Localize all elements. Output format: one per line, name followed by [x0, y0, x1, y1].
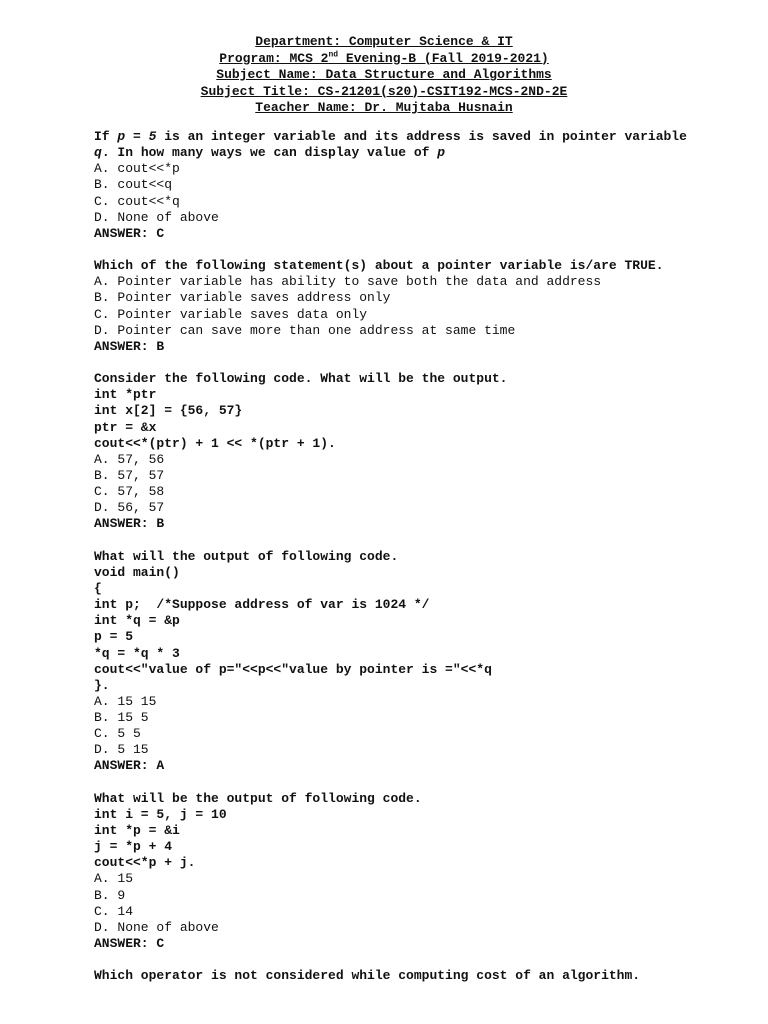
option-b: B. Pointer variable saves address only: [94, 290, 391, 306]
subject-name-line: Subject Name: Data Structure and Algorithms: [216, 67, 552, 82]
option-a: A. cout<<*p: [94, 161, 180, 177]
question-variable: q: [94, 145, 102, 161]
answer-line: ANSWER: B: [94, 516, 165, 532]
code-line: void main(): [94, 564, 180, 580]
question-4: [94, 549, 754, 775]
question-text: Consider the following code. What will be the output.: [94, 371, 508, 387]
question-text: [94, 145, 754, 161]
answer-line: ANSWER: C: [94, 936, 165, 952]
option-d: D. 56, 57: [94, 500, 165, 516]
spacer: [94, 952, 754, 968]
option-b: B. 15 5: [94, 710, 149, 726]
option-d: D. 5 15: [94, 742, 149, 758]
question-1: [94, 129, 754, 242]
option-d: D. Pointer can save more than one address at same time: [94, 322, 516, 338]
option-d: D. None of above: [94, 209, 219, 225]
option-c: C. 14: [94, 903, 134, 919]
question-variable: p = 5: [117, 129, 157, 144]
option-d: D. None of above: [94, 919, 219, 935]
option-c: C. Pointer variable saves data only: [94, 306, 368, 322]
code-line: int i = 5, j = 10: [94, 806, 227, 822]
code-line: cout<<*(ptr) + 1 << *(ptr + 1).: [94, 435, 336, 451]
question-3: [94, 371, 754, 532]
question-2: [94, 258, 754, 355]
option-c: C. 5 5: [94, 726, 141, 742]
code-line: {: [94, 580, 102, 596]
department-line: Department: Computer Science & IT: [255, 34, 513, 49]
program-suffix: Evening-B (Fall 2019-2021): [338, 50, 549, 66]
option-b: B. 57, 57: [94, 467, 165, 483]
spacer: [94, 533, 754, 549]
document-header: [0, 34, 768, 117]
question-text: Which of the following statement(s) about a pointer variable is/are TRUE.: [94, 258, 664, 274]
question-6: [94, 968, 754, 984]
code-line: int *p = &i: [94, 823, 180, 839]
question-5: [94, 791, 754, 952]
option-c: C. 57, 58: [94, 484, 165, 500]
answer-line: ANSWER: B: [94, 338, 165, 354]
subject-title-line: Subject Title: CS-21201(s20)-CSIT192-MCS-2ND-2E: [200, 83, 568, 99]
code-line: int x[2] = {56, 57}: [94, 403, 243, 419]
option-a: A. 57, 56: [94, 451, 165, 467]
answer-line: ANSWER: C: [94, 225, 165, 241]
code-line: }.: [94, 677, 110, 693]
code-line: cout<<*p + j.: [94, 855, 196, 871]
code-line: *q = *q * 3: [94, 645, 180, 661]
question-text: What will the output of following code.: [94, 548, 399, 564]
question-text: What will be the output of following code.: [94, 790, 422, 806]
question-text-part: is an integer variable and its address is saved in pointer variable: [156, 129, 687, 144]
option-b: B. 9: [94, 887, 126, 903]
questions-body: [94, 129, 754, 984]
code-line: j = *p + 4: [94, 839, 173, 855]
code-line: int p; /*Suppose address of var is 1024 */: [94, 597, 430, 613]
spacer: [94, 775, 754, 791]
program-superscript: nd: [328, 50, 339, 60]
question-text-part: If: [94, 129, 118, 144]
option-a: A. Pointer variable has ability to save both the data and address: [94, 274, 602, 290]
spacer: [94, 355, 754, 371]
teacher-name-line: Teacher Name: Dr. Mujtaba Husnain: [255, 100, 513, 115]
question-variable: p: [437, 145, 446, 161]
code-line: ptr = &x: [94, 419, 157, 435]
option-b: B. cout<<q: [94, 177, 173, 193]
question-text: Which operator is not considered while computing cost of an algorithm.: [94, 968, 641, 984]
code-line: int *q = &p: [94, 613, 180, 629]
option-a: A. 15: [94, 871, 134, 887]
spacer: [94, 242, 754, 258]
program-line: [0, 51, 768, 68]
question-text: [94, 129, 754, 145]
code-line: int *ptr: [94, 387, 157, 403]
option-a: A. 15 15: [94, 693, 157, 709]
question-text-part: . In how many ways we can display value of: [101, 145, 438, 161]
program-prefix: Program: MCS 2: [219, 50, 329, 66]
option-c: C. cout<<*q: [94, 193, 180, 209]
answer-line: ANSWER: A: [94, 758, 165, 774]
code-line: cout<<"value of p="<<p<<"value by pointer is ="<<*q: [94, 661, 492, 677]
code-line: p = 5: [94, 629, 134, 645]
